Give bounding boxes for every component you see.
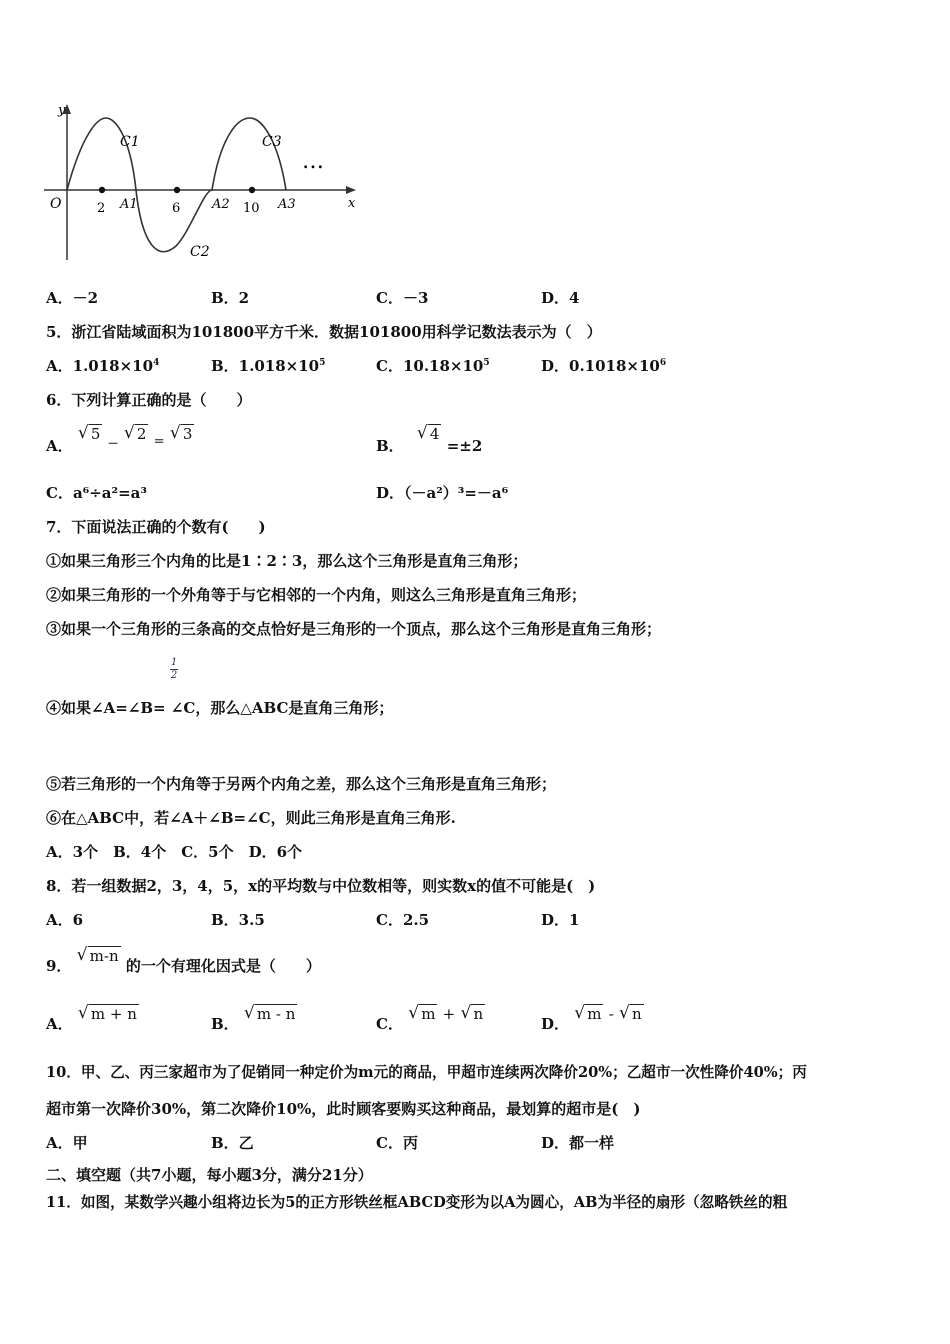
q9-c-sqrt-n: √ n bbox=[460, 1003, 484, 1023]
section-2-heading: 二、填空题（共7小题，每小题3分，满分21分） bbox=[46, 1166, 373, 1184]
q8-option-a[interactable]: A．6 bbox=[46, 911, 84, 929]
q10-option-b[interactable]: B．乙 bbox=[211, 1134, 254, 1152]
tick-point-2 bbox=[99, 187, 105, 193]
q9-option-a[interactable] bbox=[46, 1003, 139, 1033]
q6-option-a[interactable] bbox=[46, 423, 194, 455]
q5-b-base: B．1.018×10 bbox=[211, 357, 320, 375]
q9-option-c[interactable] bbox=[376, 1003, 485, 1033]
q5-d-base: D．0.1018×10 bbox=[541, 357, 660, 375]
q7-statement-4: ④如果∠A=∠B= ∠C，那么△ABC是直角三角形； bbox=[46, 699, 394, 717]
q6-a-label: A． bbox=[46, 437, 73, 455]
tick-point-6 bbox=[174, 187, 180, 193]
q6-a-sqrt5: √ 5 bbox=[77, 423, 101, 443]
q5-option-d[interactable] bbox=[541, 355, 666, 376]
q6-a-equals: ＝ bbox=[153, 435, 165, 448]
q4-option-c[interactable]: C．－3 bbox=[376, 289, 429, 307]
q6-option-b[interactable] bbox=[376, 423, 483, 455]
q9-d-op: - bbox=[608, 1005, 614, 1023]
q7-statement-5: ⑤若三角形的一个内角等于另两个内角之差，那么这个三角形是直角三角形； bbox=[46, 775, 557, 793]
q9-c-label: C． bbox=[376, 1015, 403, 1033]
q5-b-exp: 5 bbox=[319, 358, 326, 368]
sine-curve-graph bbox=[40, 100, 370, 270]
graph-ellipsis: … bbox=[302, 149, 324, 174]
q11-stem: 11．如图，某数学兴趣小组将边长为5的正方形铁丝框ABCD变形为以A为圆心，AB为半径的扇形（忽略铁丝的粗 bbox=[46, 1194, 788, 1211]
q5-option-a[interactable] bbox=[46, 355, 159, 376]
q9-d-label: D． bbox=[541, 1015, 570, 1033]
q9-b-label: B． bbox=[211, 1015, 239, 1033]
q5-stem: 5．浙江省陆域面积为101800平方千米．数据101800用科学记数法表示为（ ） bbox=[46, 323, 602, 341]
q9-c-sqrt-m: √ m bbox=[408, 1003, 436, 1023]
point-label-a1: A1 bbox=[120, 197, 138, 212]
q5-c-exp: 5 bbox=[483, 358, 490, 368]
curve-label-c3: C3 bbox=[262, 134, 282, 150]
q10-option-d[interactable]: D．都一样 bbox=[541, 1134, 615, 1152]
q6-a-minus: － bbox=[107, 437, 119, 450]
q6-a-sqrt2: √ 2 bbox=[123, 423, 147, 443]
q9-sqrt: √ m-n bbox=[76, 945, 119, 965]
q8-option-b[interactable]: B．3.5 bbox=[211, 911, 265, 929]
q9-prefix: 9． bbox=[46, 957, 72, 975]
q6-b-rest: =±2 bbox=[446, 437, 483, 455]
q9-b-sqrt: √ m - n bbox=[243, 1003, 296, 1023]
q5-c-base: C．10.18×10 bbox=[376, 357, 484, 375]
q5-a-base: A．1.018×10 bbox=[46, 357, 154, 375]
q5-d-exp: 6 bbox=[659, 358, 667, 368]
q9-stem-rest: 的一个有理化因式是（ ） bbox=[125, 957, 321, 975]
q4-option-a[interactable]: A．－2 bbox=[46, 289, 99, 307]
q6-option-c[interactable]: C．a⁶÷a²=a³ bbox=[46, 484, 147, 502]
q10-option-c[interactable]: C．丙 bbox=[376, 1134, 418, 1152]
curve-label-c1: C1 bbox=[120, 134, 140, 150]
origin-label: O bbox=[50, 196, 62, 212]
q7-stem: 7．下面说法正确的个数有( ) bbox=[46, 518, 266, 536]
q9-option-d[interactable] bbox=[541, 1003, 644, 1033]
q6-a-sqrt3: √ 3 bbox=[169, 423, 193, 443]
q6-option-d[interactable]: D．（－a²）³=－a⁶ bbox=[376, 484, 509, 502]
curve-label-c2: C2 bbox=[190, 244, 210, 260]
q8-option-d[interactable]: D．1 bbox=[541, 911, 580, 929]
curve-path bbox=[67, 118, 286, 252]
q9-a-label: A． bbox=[46, 1015, 73, 1033]
q6-b-sqrt4: √ 4 bbox=[416, 423, 440, 443]
q7-fraction bbox=[170, 657, 178, 682]
q7-statement-2: ②如果三角形的一个外角等于与它相邻的一个内角，则这么三角形是直角三角形； bbox=[46, 586, 587, 604]
q9-stem bbox=[46, 945, 321, 975]
q5-a-exp: 4 bbox=[153, 358, 160, 368]
x-axis-arrow bbox=[346, 186, 356, 194]
q10-option-a[interactable]: A．甲 bbox=[46, 1134, 88, 1152]
q6-b-label: B． bbox=[376, 437, 404, 455]
q5-option-c[interactable] bbox=[376, 355, 490, 376]
q10-line-2: 超市第一次降价30%，第二次降价10%，此时顾客要购买这种商品，最划算的超市是( ) bbox=[46, 1100, 641, 1118]
tick-label-2: 2 bbox=[97, 201, 106, 216]
y-axis-label: y bbox=[58, 103, 66, 118]
q9-d-sqrt-m: √ m bbox=[574, 1003, 602, 1023]
q7-frac-num: 1 bbox=[170, 657, 178, 668]
tick-label-10: 10 bbox=[243, 201, 260, 216]
q8-option-c[interactable]: C．2.5 bbox=[376, 911, 430, 929]
x-axis-label: x bbox=[348, 196, 356, 211]
q6-stem: 6．下列计算正确的是（ ） bbox=[46, 391, 252, 409]
point-label-a2: A2 bbox=[212, 197, 230, 212]
q7-frac-den: 2 bbox=[170, 670, 178, 681]
q9-c-op: + bbox=[442, 1005, 456, 1023]
q4-option-b[interactable]: B．2 bbox=[211, 289, 250, 307]
q10-line-1: 10．甲、乙、丙三家超市为了促销同一种定价为m元的商品，甲超市连续两次降价20%；乙超市一次性降价40%；丙 bbox=[46, 1064, 807, 1081]
q5-option-b[interactable] bbox=[211, 355, 325, 376]
q4-option-d[interactable]: D．4 bbox=[541, 289, 580, 307]
tick-point-10 bbox=[249, 187, 255, 193]
q7-options[interactable]: A．3个 B．4个 C．5个 D．6个 bbox=[46, 843, 303, 861]
q9-option-b[interactable] bbox=[211, 1003, 297, 1033]
tick-label-6: 6 bbox=[172, 201, 181, 216]
q7-statement-1: ①如果三角形三个内角的比是1∶2∶3，那么这个三角形是直角三角形； bbox=[46, 552, 528, 570]
q9-d-sqrt-n: √ n bbox=[619, 1003, 642, 1023]
q9-a-sqrt: √ m + n bbox=[77, 1003, 137, 1023]
q8-stem: 8．若一组数据2，3，4，5，x的平均数与中位数相等，则实数x的值不可能是( ) bbox=[46, 877, 596, 895]
q7-statement-3: ③如果一个三角形的三条高的交点恰好是三角形的一个顶点，那么这个三角形是直角三角形； bbox=[46, 620, 662, 638]
q7-statement-6: ⑥在△ABC中，若∠A＋∠B=∠C，则此三角形是直角三角形. bbox=[46, 809, 456, 827]
point-label-a3: A3 bbox=[278, 197, 296, 212]
